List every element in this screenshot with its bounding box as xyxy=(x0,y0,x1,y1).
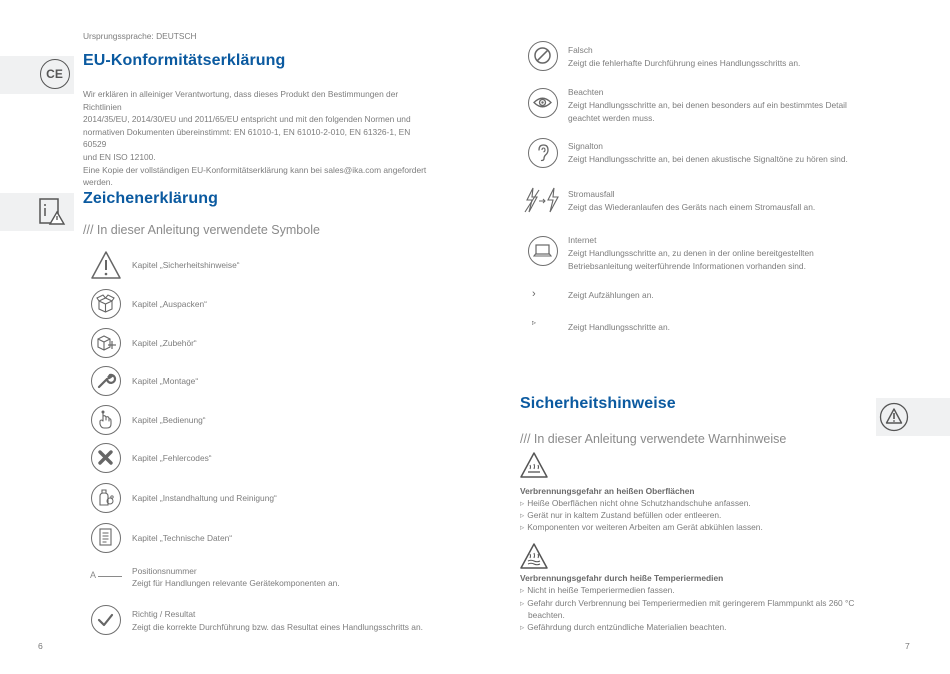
error-x-icon xyxy=(91,443,121,473)
position-leader-line xyxy=(98,576,122,577)
bullet-text: Gefahr durch Verbrennung bei Temperiermedien mit geringerem Flammpunkt als 260 °C xyxy=(527,598,855,608)
page-number-left: 6 xyxy=(38,641,43,651)
bullet-item xyxy=(520,497,751,510)
document-warning-icon xyxy=(38,197,66,227)
eu-text-line: 2014/35/EU, 2014/30/EU und 2011/65/EU entspricht und mit den folgenden Normen und xyxy=(83,114,411,125)
ce-mark-icon xyxy=(40,59,70,89)
legend-title: Zeichenerklärung xyxy=(83,190,218,207)
legend-label: Kapitel „Fehlercodes“ xyxy=(132,453,212,463)
bullet-item xyxy=(520,509,721,522)
correct-title: Richtig / Resultat xyxy=(132,609,196,619)
bullet-item xyxy=(520,521,763,534)
correct-text: Zeigt die korrekte Durchführung bzw. das Resultat eines Handlungsschritts an. xyxy=(132,622,423,632)
safety-subtitle: /// In dieser Anleitung verwendete Warnhinweise xyxy=(520,432,787,446)
legend-subtitle: /// In dieser Anleitung verwendete Symbole xyxy=(83,223,320,237)
safety-title: Sicherheitshinweise xyxy=(520,395,676,412)
hot-media-warning-icon xyxy=(519,542,549,570)
enum-marker-icon: › xyxy=(532,288,536,300)
bullet-item xyxy=(520,584,675,597)
enum-text: Zeigt Aufzählungen an. xyxy=(568,290,654,300)
laptop-icon xyxy=(528,236,558,266)
symbol-text: geachtet werden muss. xyxy=(568,113,655,123)
warning-triangle-icon xyxy=(879,402,909,432)
legend-label: Kapitel „Instandhaltung und Reinigung“ xyxy=(132,493,277,503)
symbol-title: Signalton xyxy=(568,141,603,151)
eu-text-line: Wir erklären in alleiniger Verantwortung, dass dieses Produkt den Bestimmungen der Richtlinien xyxy=(83,89,399,112)
position-marker: A xyxy=(90,570,97,580)
legend-label: Kapitel „Technische Daten“ xyxy=(132,533,233,543)
bullet-continuation: beachten. xyxy=(528,610,565,620)
wrench-icon xyxy=(91,366,121,396)
legend-label: Kapitel „Auspacken“ xyxy=(132,299,207,309)
bullet-text: Nicht in heiße Temperiermedien fassen. xyxy=(527,585,675,595)
bullet-item xyxy=(520,597,854,610)
eye-icon xyxy=(528,88,558,118)
position-text: Zeigt für Handlungen relevante Gerätekomponenten an. xyxy=(132,578,340,588)
origin-language: Ursprungssprache: DEUTSCH xyxy=(83,31,197,41)
hot-surface-warning-icon xyxy=(519,451,549,479)
bullet-marker: ▹ xyxy=(520,585,525,595)
symbol-text: Zeigt das Wiederanlaufen des Geräts nach einem Stromausfall an. xyxy=(568,202,816,212)
bullet-marker: ▹ xyxy=(520,598,525,608)
bullet-text: Komponenten vor weiteren Arbeiten am Gerät abkühlen lassen. xyxy=(527,522,763,532)
page-number-right: 7 xyxy=(905,641,910,651)
symbol-title: Internet xyxy=(568,235,597,245)
bullet-marker: ▹ xyxy=(520,522,525,532)
symbol-title: Stromausfall xyxy=(568,189,615,199)
symbol-text: Betriebsanleitung weiterführende Informationen vorhanden sind. xyxy=(568,261,806,271)
cleaning-bottle-icon xyxy=(91,483,121,513)
bullet-marker: ▹ xyxy=(520,510,525,520)
step-marker-icon: ▹ xyxy=(532,318,537,327)
hot-media-title: Verbrennungsgefahr durch heiße Temperiermedien xyxy=(520,573,724,583)
eu-text-line: normativen Dokumenten übereinstimmt: EN 61010-1, EN 61010-2-010, EN 61326-1, EN 60529 xyxy=(83,126,411,150)
eu-text-line: Eine Kopie der vollständigen EU-Konformitätserklärung kann bei sales@ika.com angefordert xyxy=(83,164,427,175)
bullet-text: Heiße Oberflächen nicht ohne Schutzhandschuhe anfassen. xyxy=(527,498,751,508)
checkmark-icon xyxy=(91,605,121,635)
bullet-item xyxy=(520,621,727,634)
section-tab-safety xyxy=(876,398,950,436)
hot-surface-title: Verbrennungsgefahr an heißen Oberflächen xyxy=(520,486,695,496)
symbol-title: Falsch xyxy=(568,45,593,55)
prohibited-icon xyxy=(528,41,558,71)
unpack-box-icon xyxy=(91,289,121,319)
section-tab-eu xyxy=(0,56,74,94)
symbol-text: Zeigt Handlungsschritte an, bei denen besonders auf ein bestimmtes Detail xyxy=(568,100,847,110)
symbol-text: Zeigt Handlungsschritte an, bei denen akustische Signaltöne zu hören sind. xyxy=(568,154,848,164)
eu-text-line: werden. xyxy=(83,177,113,188)
hand-pointer-icon xyxy=(91,405,121,435)
symbol-text: Zeigt die fehlerhafte Durchführung eines Handlungsschritts an. xyxy=(568,58,801,68)
legend-label: Kapitel „Zubehör“ xyxy=(132,338,197,348)
symbol-title: Beachten xyxy=(568,87,604,97)
ear-icon xyxy=(528,138,558,168)
symbol-text: Zeigt Handlungsschritte an, zu denen in der online bereitgestellten xyxy=(568,248,814,258)
datasheet-icon xyxy=(91,523,121,553)
step-text: Zeigt Handlungsschritte an. xyxy=(568,322,670,332)
section-tab-legend xyxy=(0,193,74,231)
legend-label: Kapitel „Bedienung“ xyxy=(132,415,206,425)
bullet-text: Gerät nur in kaltem Zustand befüllen oder entleeren. xyxy=(527,510,722,520)
eu-title: EU-Konformitätserklärung xyxy=(83,52,286,69)
accessory-box-icon xyxy=(91,328,121,358)
power-failure-icon xyxy=(524,186,562,214)
bullet-marker: ▹ xyxy=(520,498,525,508)
svg-text:CE: CE xyxy=(46,67,63,81)
position-title: Positionsnummer xyxy=(132,566,197,576)
warning-triangle-icon xyxy=(90,250,122,280)
eu-text xyxy=(83,88,433,189)
bullet-marker: ▹ xyxy=(520,622,525,632)
legend-label: Kapitel „Montage“ xyxy=(132,376,199,386)
legend-label: Kapitel „Sicherheitshinweise“ xyxy=(132,260,240,270)
eu-text-line: und EN ISO 12100. xyxy=(83,151,156,162)
bullet-text: Gefährdung durch entzündliche Materialien beachten. xyxy=(527,622,727,632)
